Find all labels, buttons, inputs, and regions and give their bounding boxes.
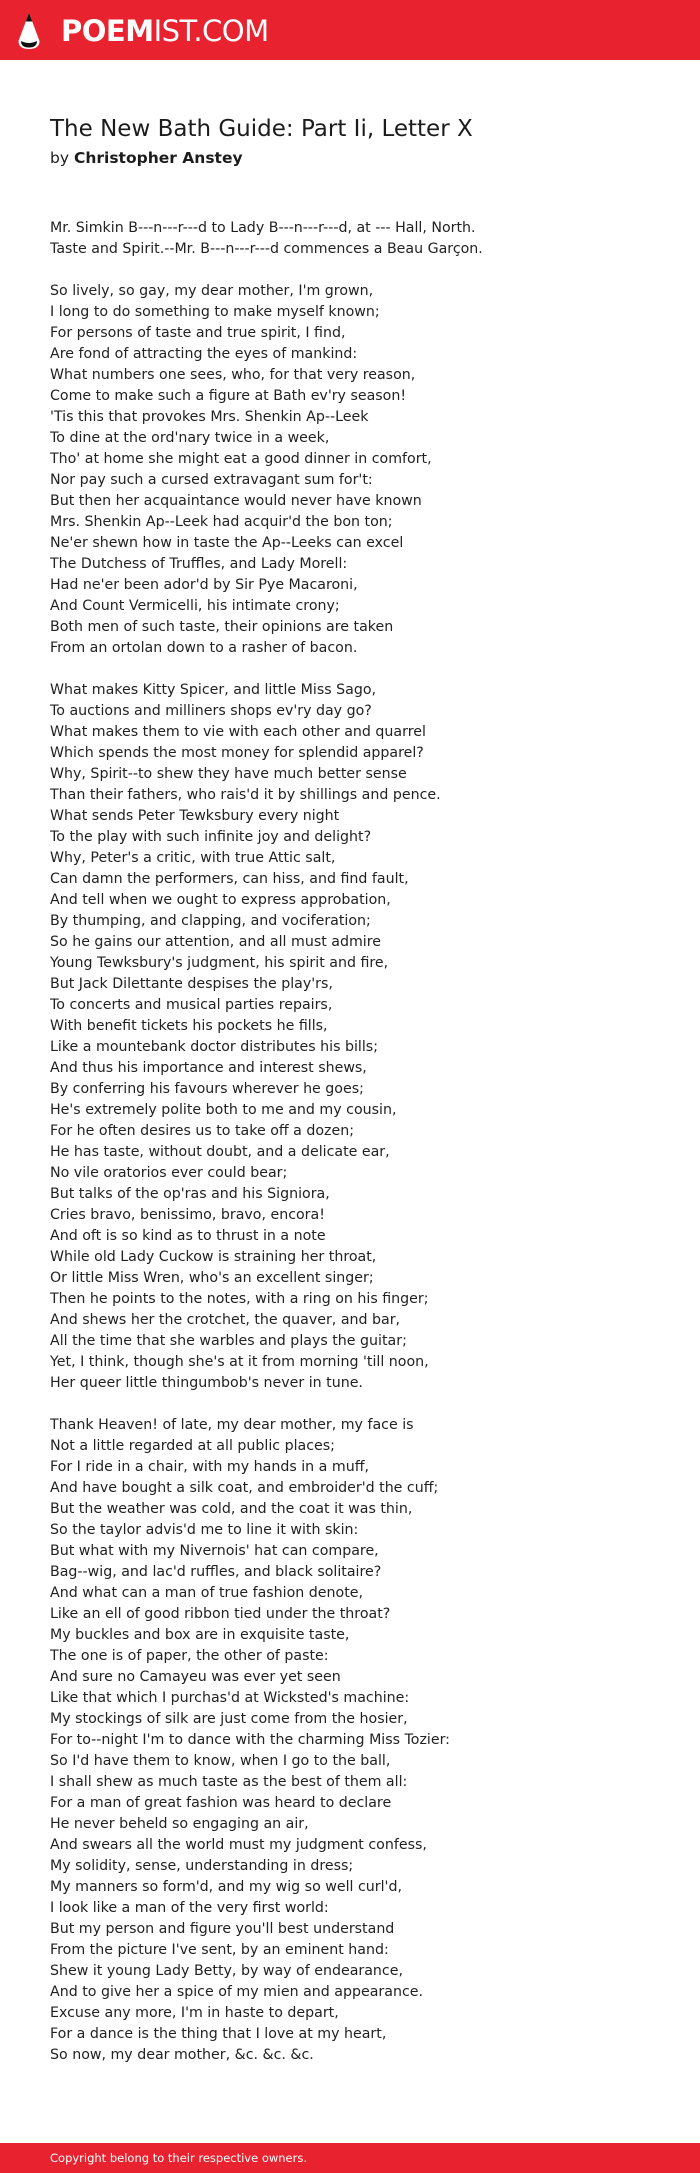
poem-line: By conferring his favours wherever he goes; (50, 1081, 364, 1097)
poem-line: Like an ell of good ribbon tied under the throat? (50, 1606, 391, 1622)
poem-line: I long to do something to make myself known; (50, 304, 380, 320)
poem-line: But then her acquaintance would never have known (50, 493, 422, 509)
poem-line: Can damn the performers, can hiss, and find fault, (50, 871, 409, 887)
poem-line: So lively, so gay, my dear mother, I'm grown, (50, 283, 374, 299)
poem-line: But Jack Dilettante despises the play'rs, (50, 976, 333, 992)
author-link[interactable]: Christopher Anstey (73, 149, 243, 167)
poem-line: Bag--wig, and lac'd ruffles, and black solitaire? (50, 1564, 382, 1580)
poem-line: Or little Miss Wren, who's an excellent singer; (50, 1270, 374, 1286)
poem-line: Like that which I purchas'd at Wicksted's machine: (50, 1690, 410, 1706)
poem-line: From an ortolan down to a rasher of bacon. (50, 640, 358, 656)
poem-line: So I'd have them to know, when I go to the ball, (50, 1753, 391, 1769)
poem-line: Had ne'er been ador'd by Sir Pye Macaroni, (50, 577, 358, 593)
poem-line: But my person and figure you'll best understand (50, 1921, 395, 1937)
poem-line: What makes Kitty Spicer, and little Miss Sago, (50, 682, 377, 698)
poem-line: Which spends the most money for splendid apparel? (50, 745, 424, 761)
poem-line: What makes them to vie with each other and quarrel (50, 724, 426, 740)
poem-line: Cries bravo, benissimo, bravo, encora! (50, 1207, 325, 1223)
poem-line: Young Tewksbury's judgment, his spirit and fire, (50, 955, 389, 971)
poem-line: For to--night I'm to dance with the charming Miss Tozier: (50, 1732, 450, 1748)
poem-line: And shews her the crotchet, the quaver, and bar, (50, 1312, 401, 1328)
poem-line: Her queer little thingumbob's never in tune. (50, 1375, 363, 1391)
poem-line: So now, my dear mother, &c. &c. &c. (50, 2047, 314, 2063)
poem-stanza (50, 1415, 483, 2066)
poem-line: Then he points to the notes, with a ring on his finger; (50, 1291, 429, 1307)
poem-line: And to give her a spice of my mien and appearance. (50, 1984, 423, 2000)
site-footer (0, 2143, 700, 2173)
poem-line: To auctions and milliners shops ev'ry day go? (50, 703, 372, 719)
poem-line: To concerts and musical parties repairs, (50, 997, 333, 1013)
logo-text-light: IST.COM (153, 13, 269, 48)
poem-line: Ne'er shewn how in taste the Ap--Leeks can excel (50, 535, 404, 551)
poem-line: He's extremely polite both to me and my cousin, (50, 1102, 397, 1118)
poem-line: Thank Heaven! of late, my dear mother, my face is (50, 1417, 414, 1433)
poem-line: To dine at the ord'nary twice in a week, (50, 430, 330, 446)
poem-line: While old Lady Cuckow is straining her throat, (50, 1249, 377, 1265)
poem-line: Nor pay such a cursed extravagant sum for't: (50, 472, 373, 488)
poem-line: The one is of paper, the other of paste: (50, 1648, 329, 1664)
poem-line: He never beheld so engaging an air, (50, 1816, 309, 1832)
poem-line: And what can a man of true fashion denote, (50, 1585, 364, 1601)
logo-text-bold: POEM (61, 13, 154, 48)
poem-line: And oft is so kind as to thrust in a note (50, 1228, 326, 1244)
poem-line: For a man of great fashion was heard to declare (50, 1795, 392, 1811)
poem-line: And Count Vermicelli, his intimate crony; (50, 598, 340, 614)
poem-line: Mrs. Shenkin Ap--Leek had acquir'd the bon ton; (50, 514, 393, 530)
poem-stanza (50, 218, 483, 260)
poem-line: And have bought a silk coat, and embroider'd the cuff; (50, 1480, 439, 1496)
poem-line: From the picture I've sent, by an eminent hand: (50, 1942, 389, 1958)
poem-line: But talks of the op'ras and his Signiora, (50, 1186, 330, 1202)
poem-line: By thumping, and clapping, and vociferation; (50, 913, 371, 929)
poem-stanza (50, 680, 483, 1394)
site-header (0, 0, 700, 60)
poem-line: What sends Peter Tewksbury every night (50, 808, 340, 824)
poem-line: No vile oratorios ever could bear; (50, 1165, 288, 1181)
poem-line: Why, Peter's a critic, with true Attic salt, (50, 850, 336, 866)
poem-line: Than their fathers, who rais'd it by shillings and pence. (50, 787, 441, 803)
poem-line: And tell when we ought to express approbation, (50, 892, 391, 908)
poem-line: Are fond of attracting the eyes of mankind: (50, 346, 358, 362)
poem-line: So the taylor advis'd me to line it with skin: (50, 1522, 359, 1538)
poem-line: Why, Spirit--to shew they have much better sense (50, 766, 407, 782)
pencil-tip-icon (17, 12, 41, 50)
poem-line: And thus his importance and interest shews, (50, 1060, 367, 1076)
poem-line: And swears all the world must my judgment confess, (50, 1837, 427, 1853)
by-label: by (50, 149, 70, 167)
poem-title: The New Bath Guide: Part Ii, Letter X (50, 116, 473, 142)
poem-line: I shall shew as much taste as the best of them all: (50, 1774, 408, 1790)
site-logo-wordmark (61, 13, 269, 48)
poem-line: What numbers one sees, who, for that very reason, (50, 367, 416, 383)
poem-line: He has taste, without doubt, and a delicate ear, (50, 1144, 390, 1160)
site-logo-link[interactable] (17, 11, 269, 51)
poem-body (50, 218, 483, 2087)
poem-line: Both men of such taste, their opinions are taken (50, 619, 394, 635)
poem-line: For persons of taste and true spirit, I find, (50, 325, 346, 341)
poem-line: Like a mountebank doctor distributes his bills; (50, 1039, 378, 1055)
poem-line: Yet, I think, though she's at it from morning 'till noon, (50, 1354, 429, 1370)
poem-line: For he often desires us to take off a dozen; (50, 1123, 354, 1139)
poem-byline (50, 149, 243, 167)
poem-line: My solidity, sense, understanding in dress; (50, 1858, 354, 1874)
poem-line: For a dance is the thing that I love at my heart, (50, 2026, 387, 2042)
poem-line: Tho' at home she might eat a good dinner in comfort, (50, 451, 432, 467)
poem-line: For I ride in a chair, with my hands in a muff, (50, 1459, 369, 1475)
poem-line: 'Tis this that provokes Mrs. Shenkin Ap--Leek (50, 409, 369, 425)
poem-line: My manners so form'd, and my wig so well curl'd, (50, 1879, 402, 1895)
poem-line: So he gains our attention, and all must admire (50, 934, 381, 950)
poem-line: Taste and Spirit.--Mr. B---n---r---d commences a Beau Garçon. (50, 241, 483, 257)
poem-line: But the weather was cold, and the coat it was thin, (50, 1501, 413, 1517)
poem-stanza (50, 281, 483, 659)
poem-line: Mr. Simkin B---n---r---d to Lady B---n---r---d, at --- Hall, North. (50, 220, 476, 236)
poem-line: To the play with such infinite joy and delight? (50, 829, 372, 845)
poem-line: Not a little regarded at all public places; (50, 1438, 335, 1454)
poem-line: All the time that she warbles and plays the guitar; (50, 1333, 407, 1349)
poem-line: Excuse any more, I'm in haste to depart, (50, 2005, 339, 2021)
poem-line: The Dutchess of Truffles, and Lady Morell: (50, 556, 348, 572)
poem-line: And sure no Camayeu was ever yet seen (50, 1669, 341, 1685)
poem-line: I look like a man of the very first world: (50, 1900, 329, 1916)
poem-line: Shew it young Lady Betty, by way of endearance, (50, 1963, 403, 1979)
poem-line: My stockings of silk are just come from the hosier, (50, 1711, 408, 1727)
poem-line: With benefit tickets his pockets he fills, (50, 1018, 328, 1034)
poem-line: But what with my Nivernois' hat can compare, (50, 1543, 379, 1559)
copyright-text: Copyright belong to their respective owners. (50, 2151, 308, 2165)
poem-line: My buckles and box are in exquisite taste, (50, 1627, 350, 1643)
poem-line: Come to make such a figure at Bath ev'ry season! (50, 388, 407, 404)
